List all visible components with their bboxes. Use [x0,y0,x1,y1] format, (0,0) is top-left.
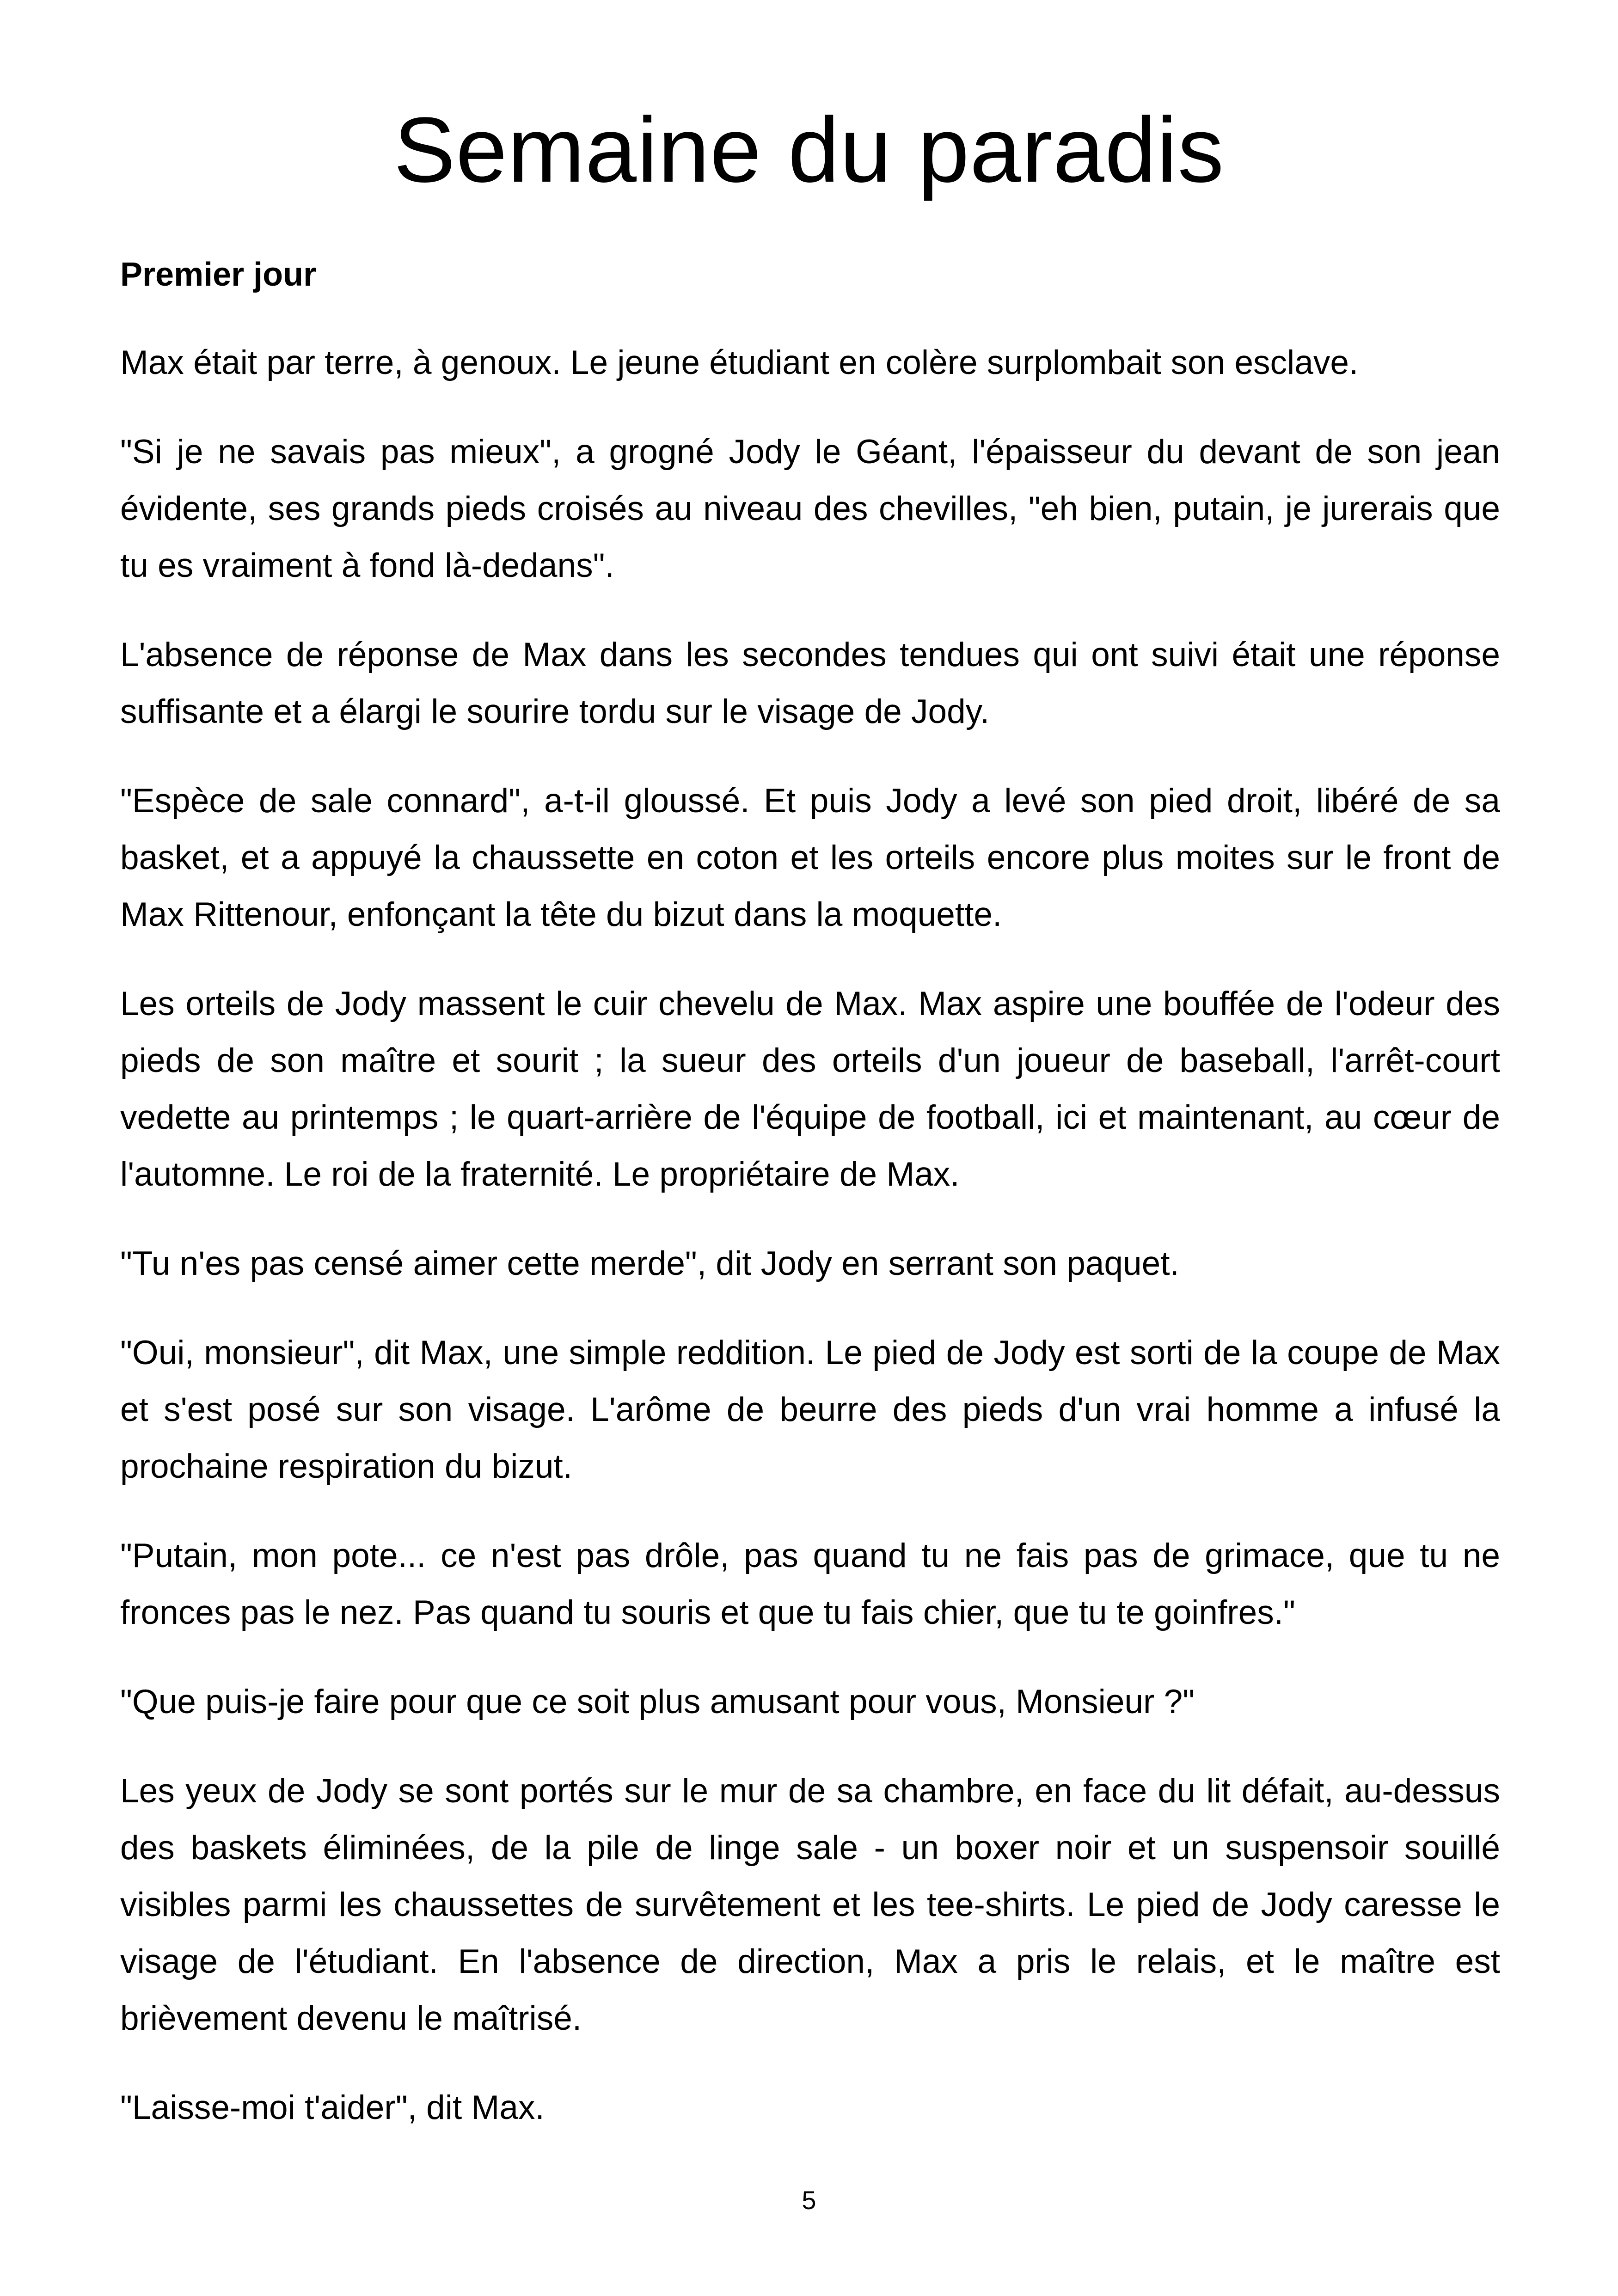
page-number: 5 [802,2186,816,2215]
paragraph-1: Max était par terre, à genoux. Le jeune étudiant en colère surplombait son esclave. [120,344,1359,381]
paragraph-6: "Tu n'es pas censé aimer cette merde", dit Jody en serrant son paquet. [120,1245,1179,1282]
paragraph-10: Les yeux de Jody se sont portés sur le mur de sa chambre, en face du lit défait, au-dessus des baskets éliminées, de la pile de linge sale - un boxer noir et un suspensoir souillé visibles parmi les chaussettes de survêtement et les tee-shirts. Le pied de Jody caresse le visage de l'étudiant. En l'absence de direction, Max a pris le relais, et le maître est brièvement devenu le maîtrisé. [120,1772,1500,2037]
section-heading: Premier jour [120,256,317,293]
paragraph-5: Les orteils de Jody massent le cuir chevelu de Max. Max aspire une bouffée de l'odeur des pieds de son maître et sourit ; la sueur des orteils d'un joueur de baseball, l'arrêt-court vedette au printemps ; le quart-arrière de l'équipe de football, ici et maintenant, au cœur de l'automne. Le roi de la fraternité. Le propriétaire de Max. [120,985,1500,1193]
page-title: Semaine du paradis [393,98,1225,202]
paragraph-4: "Espèce de sale connard", a-t-il gloussé. Et puis Jody a levé son pied droit, libéré de sa basket, et a appuyé la chaussette en coton et les orteils encore plus moites sur le front de Max Rittenour, enfonçant la tête du bizut dans la moquette. [120,782,1500,933]
paragraph-3: L'absence de réponse de Max dans les secondes tendues qui ont suivi était une réponse suffisante et a élargi le sourire tordu sur le visage de Jody. [120,636,1500,730]
paragraph-11: "Laisse-moi t'aider", dit Max. [120,2089,545,2126]
paragraph-9: "Que puis-je faire pour que ce soit plus amusant pour vous, Monsieur ?" [120,1683,1195,1720]
paragraph-2: "Si je ne savais pas mieux", a grogné Jody le Géant, l'épaisseur du devant de son jean évidente, ses grands pieds croisés au niveau des chevilles, "eh bien, putain, je jurerais que tu es vraiment à fond là-dedans". [120,433,1500,584]
paragraph-7: "Oui, monsieur", dit Max, une simple reddition. Le pied de Jody est sorti de la coupe de Max et s'est posé sur son visage. L'arôme de beurre des pieds d'un vrai homme a infusé la prochaine respiration du bizut. [120,1334,1500,1485]
document-body [120,247,1500,2168]
paragraph-8: "Putain, mon pote... ce n'est pas drôle, pas quand tu ne fais pas de grimace, que tu ne fronces pas le nez. Pas quand tu souris et que tu fais chier, que tu te goinfres." [120,1537,1500,1631]
